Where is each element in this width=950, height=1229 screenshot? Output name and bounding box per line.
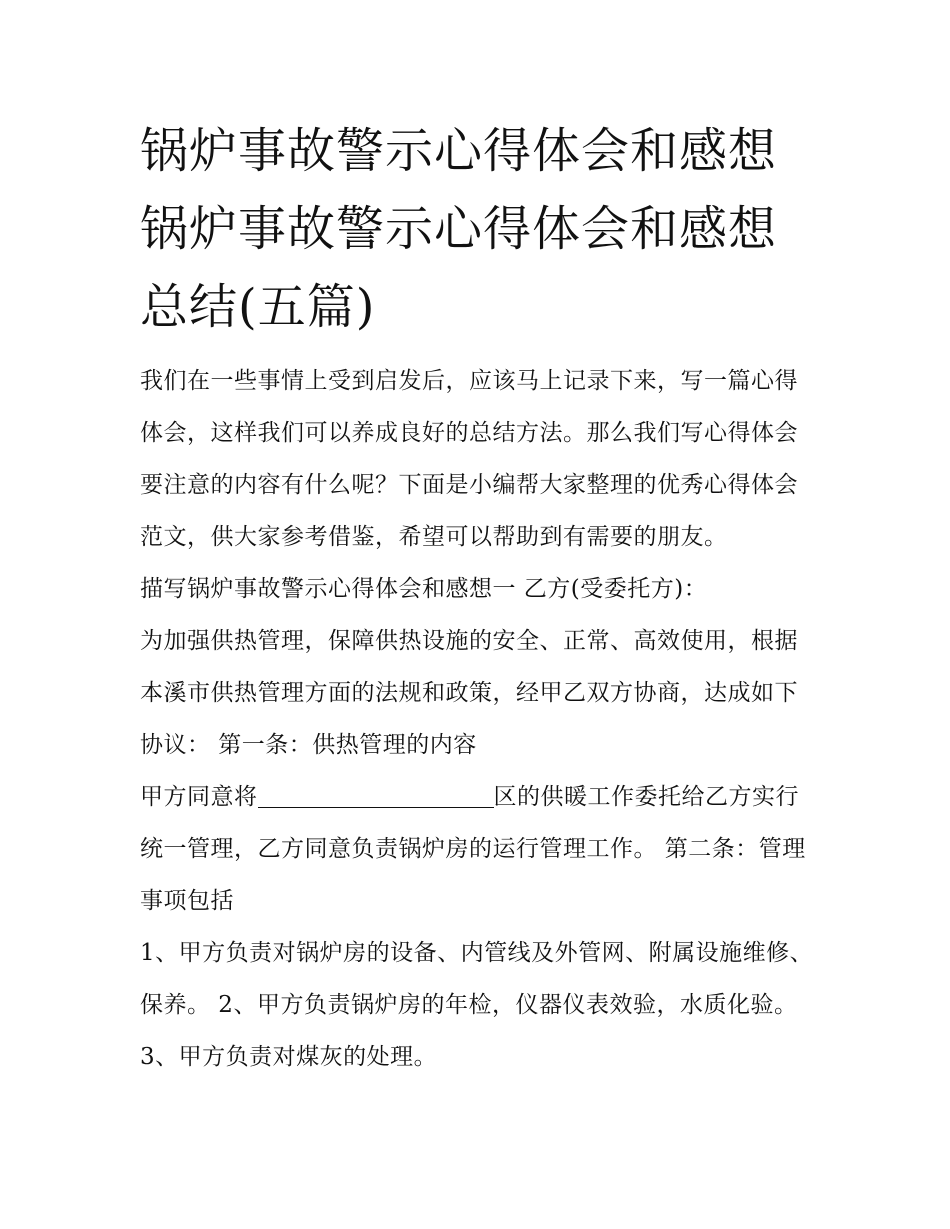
document-body	[140, 355, 820, 1083]
agreement-paragraph: 为加强供热管理，保障供热设施的安全、正常、高效使用，根据本溪市供热管理方面的法规和政策，经甲乙双方协商，达成如下协议： 第一条：供热管理的内容	[140, 628, 798, 758]
fill-in-blank-line	[258, 787, 494, 808]
intro-paragraph: 我们在一些事情上受到启发后，应该马上记录下来，写一篇心得体会，这样我们可以养成良好的总结方法。那么我们写心得体会要注意的内容有什么呢？下面是小编帮大家整理的优秀心得体会范文，供大家参考借鉴，希望可以帮助到有需要的朋友。	[140, 368, 798, 550]
delegation-text-end: 区的供暖工作委托给乙方实行统一管理，乙方同意负责锅炉房的运行管理工作。 第二条：管理事项包括	[140, 784, 806, 914]
delegation-text-start: 甲方同意将	[140, 784, 258, 810]
delegation-paragraph	[140, 771, 820, 927]
document-title: 锅炉事故警示心得体会和感想锅炉事故警示心得体会和感想总结(五篇)	[140, 123, 778, 335]
section-heading: 描写锅炉事故警示心得体会和感想一 乙方(受委托方)：	[140, 576, 708, 602]
management-items-paragraph: 1、甲方负责对锅炉房的设备、内管线及外管网、附属设施维修、保养。 2、甲方负责锅炉房的年检，仪器仪表效验，水质化验。 3、甲方负责对煤灰的处理。	[140, 940, 814, 1070]
